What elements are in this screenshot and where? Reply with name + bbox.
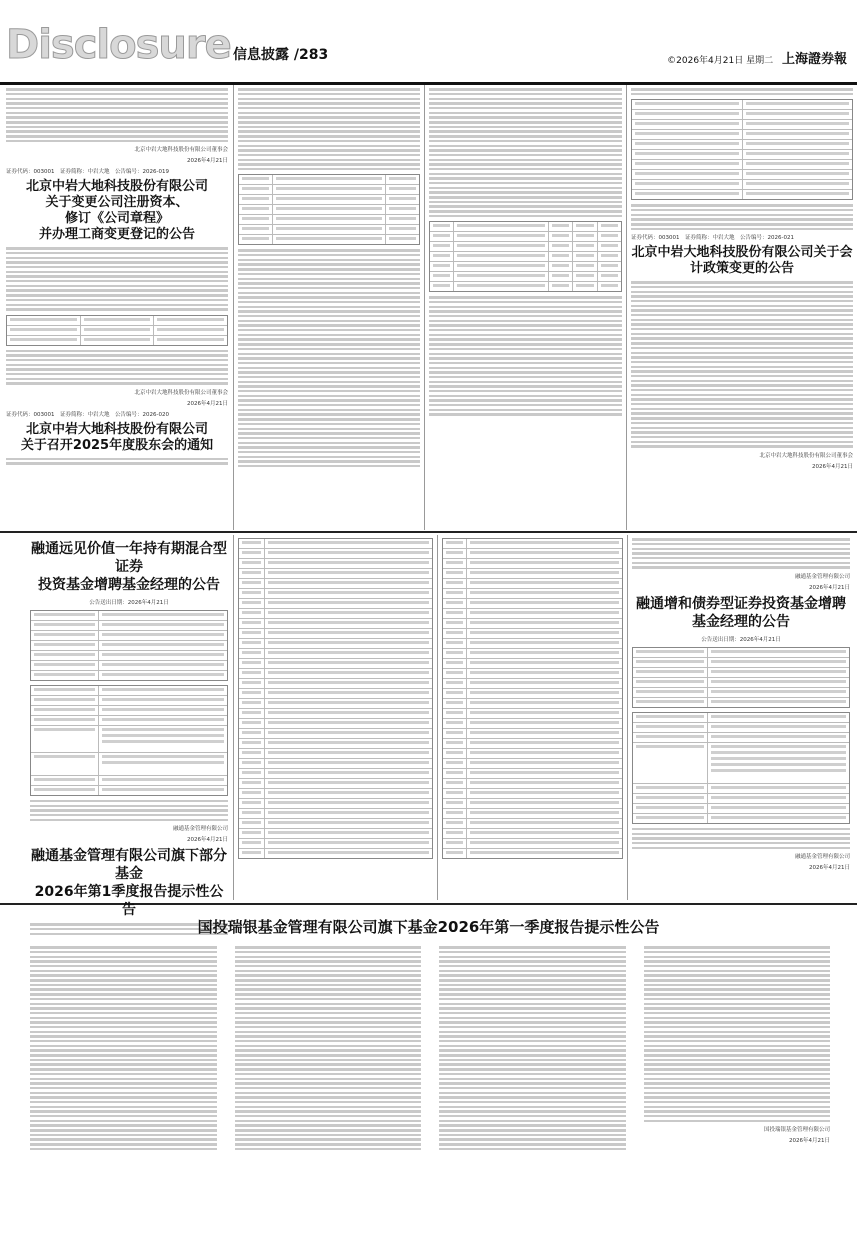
signature-date: 2026年4月21日 bbox=[812, 463, 853, 470]
fund-list-column bbox=[439, 944, 626, 1244]
signature-org: 北京中岩大地科技股份有限公司董事会 bbox=[134, 147, 228, 154]
stock-code: 证券代码：003001 证券简称：中岩大地 公告编号：2026-021 bbox=[631, 235, 794, 242]
issue-date: ©2026年4月21日 星期二 bbox=[667, 56, 774, 66]
stock-code: 证券代码：003001 证券简称：中岩大地 公告编号：2026-020 bbox=[6, 411, 169, 418]
announcement-date: 公告送出日期：2026年4月21日 bbox=[89, 600, 169, 606]
signature-date: 2026年4月21日 bbox=[809, 584, 850, 591]
column-rule bbox=[627, 535, 628, 900]
signature-org: 国投瑞银基金管理有限公司 bbox=[763, 1127, 830, 1134]
fund-list-column bbox=[30, 944, 217, 1244]
data-table bbox=[6, 315, 228, 346]
column-rule bbox=[626, 85, 627, 530]
article-title: 北京中岩大地科技股份有限公司关于会计政策变更的公告 bbox=[631, 245, 853, 277]
article-rongtong-yuanjian bbox=[30, 536, 228, 919]
proxy-table bbox=[429, 221, 622, 292]
article-title: 融通增和债券型证券投资基金增聘 基金经理的公告 bbox=[636, 595, 846, 630]
fund-list-table-1 bbox=[238, 536, 433, 898]
article-title: 北京中岩大地科技股份有限公司 关于召开2025年度股东会的通知 bbox=[20, 421, 214, 453]
fund-info-table bbox=[30, 610, 228, 681]
article-title: 融通基金管理有限公司旗下部分基金 2026年第1季度报告提示性公告 bbox=[31, 848, 227, 919]
fund-list-column bbox=[644, 944, 831, 1244]
fund-list-table-2 bbox=[442, 536, 623, 898]
fund-info-table bbox=[632, 647, 850, 708]
column-rule bbox=[233, 85, 234, 530]
header-meta bbox=[667, 48, 847, 67]
newspaper-brand: 上海證券報 bbox=[781, 52, 847, 67]
signature-org: 融通基金管理有限公司 bbox=[172, 826, 228, 833]
signature-date: 2026年4月21日 bbox=[789, 1138, 830, 1145]
article-continuation bbox=[238, 86, 420, 526]
signature-date: 2026年4月21日 bbox=[187, 400, 228, 407]
article-zhongyan-accounting-policy bbox=[631, 86, 853, 526]
proxy-form-table bbox=[631, 99, 853, 200]
article-continuation-attachment bbox=[429, 86, 622, 526]
disclosure-logo: Disclosure bbox=[6, 22, 231, 68]
fund-list-table bbox=[442, 538, 623, 859]
column-rule bbox=[233, 535, 234, 900]
stock-code: 证券代码：003001 证券简称：中岩大地 公告编号：2026-019 bbox=[6, 169, 169, 176]
signature-org: 北京中岩大地科技股份有限公司董事会 bbox=[134, 389, 228, 396]
guotou-ubs-fund-list bbox=[30, 944, 830, 1244]
article-rongtong-zenghe bbox=[632, 536, 850, 898]
signature-date: 2026年4月21日 bbox=[187, 158, 228, 165]
section-rule bbox=[0, 531, 857, 533]
fund-list-table bbox=[238, 538, 433, 859]
guotou-ubs-title: 国投瑞银基金管理有限公司旗下基金2026年第一季度报告提示性公告 bbox=[197, 918, 660, 936]
signature-date: 2026年4月21日 bbox=[187, 837, 228, 844]
article-title: 北京中岩大地科技股份有限公司 关于变更公司注册资本、 修订《公司章程》 并办理工商变更登记的公告 bbox=[25, 179, 208, 243]
proposal-table bbox=[238, 174, 420, 245]
column-rule bbox=[424, 85, 425, 530]
article-title: 融通远见价值一年持有期混合型证券 投资基金增聘基金经理的公告 bbox=[31, 541, 227, 593]
page-header bbox=[0, 0, 857, 85]
signature-org: 融通基金管理有限公司 bbox=[794, 853, 850, 860]
signature-org: 融通基金管理有限公司 bbox=[794, 573, 850, 580]
signature-date: 2026年4月21日 bbox=[809, 864, 850, 871]
manager-info-table bbox=[30, 685, 228, 796]
manager-info-table bbox=[632, 712, 850, 824]
announcement-date: 公告送出日期：2026年4月21日 bbox=[701, 636, 781, 643]
signature-org: 北京中岩大地科技股份有限公司董事会 bbox=[759, 452, 853, 459]
section-title: 信息披露 /283 bbox=[233, 47, 329, 63]
fund-list-column bbox=[235, 944, 422, 1244]
article-zhongyan-capital-change bbox=[6, 86, 228, 526]
column-rule bbox=[437, 535, 438, 900]
